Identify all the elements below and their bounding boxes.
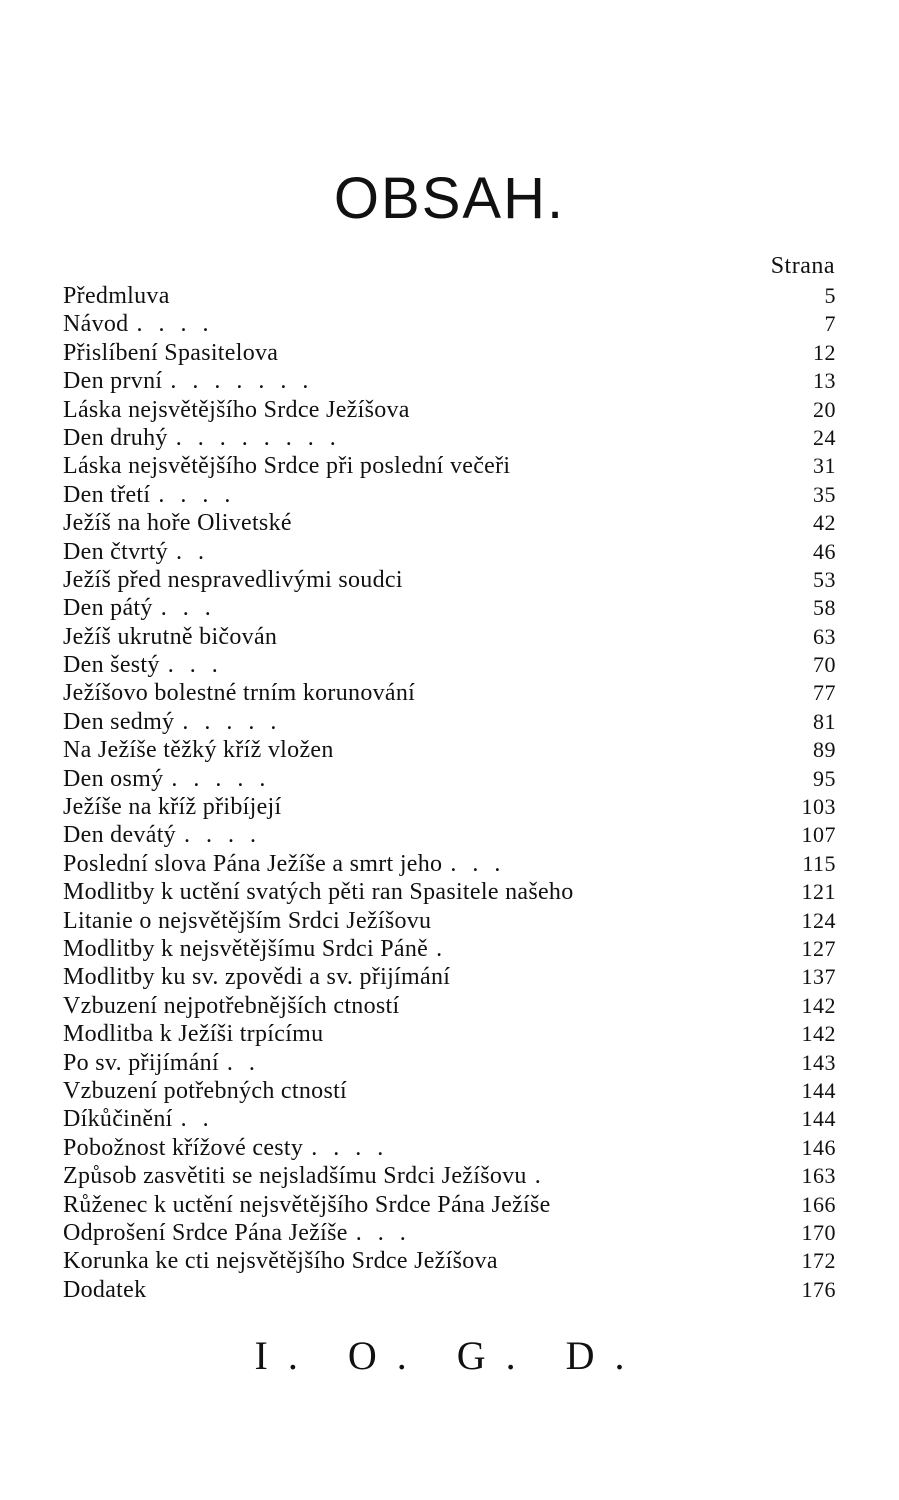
toc-leader-dots: .... (183, 822, 272, 849)
toc-entry-title: Den první (63, 368, 163, 395)
toc-entry (63, 765, 836, 793)
toc-entry-title: Odprošení Srdce Pána Ježíše (63, 1219, 348, 1246)
toc-entry-page: 5 (824, 283, 836, 308)
toc-leader-dots (292, 510, 300, 536)
toc-entry-page: 166 (801, 1191, 836, 1217)
toc-entry-title: Den devátý (63, 822, 176, 849)
toc-entry-page: 31 (813, 453, 836, 479)
toc-entry (63, 963, 836, 991)
toc-entry (63, 424, 836, 452)
toc-leader-dots (551, 1192, 559, 1218)
toc-leader-dots (410, 397, 418, 423)
toc-entry-left (63, 367, 324, 395)
toc-entry-page: 144 (801, 1077, 836, 1103)
toc-entry-left (63, 963, 458, 991)
toc-entry-page: 81 (813, 708, 836, 734)
toc-entry (63, 878, 836, 906)
toc-entry-left (63, 452, 518, 480)
toc-entry-left (63, 1276, 154, 1304)
toc-leader-dots: . (436, 935, 459, 962)
toc-entry-left (63, 679, 423, 707)
toc-entry (63, 623, 836, 651)
toc-entry-title: Vzbuzení nejpotřebnějších ctností (63, 992, 400, 1019)
toc-entry-left (63, 878, 582, 906)
toc-entry-title: Láska nejsvětějšího Srdce Ježíšova (63, 396, 410, 423)
toc-entry-page: 20 (813, 396, 836, 422)
toc-leader-dots (347, 1078, 355, 1104)
toc-entry (63, 566, 836, 594)
toc-leader-dots (450, 964, 458, 990)
toc-entry-title: Ježíš ukrutně bičován (63, 623, 278, 650)
toc-entry (63, 339, 836, 367)
toc-leader-dots: .... (136, 311, 225, 338)
toc-entry-page: 53 (813, 566, 836, 592)
toc-entry (63, 736, 836, 764)
toc-entry-title: Modlitby ku sv. zpovědi a sv. přijímání (63, 964, 451, 991)
toc-leader-dots: . (534, 1163, 557, 1190)
toc-entry-page: 46 (813, 538, 836, 564)
toc-entry (63, 651, 836, 679)
toc-entry (63, 821, 836, 849)
toc-leader-dots (281, 794, 289, 820)
toc-entry-title: Den druhý (63, 424, 168, 451)
toc-leader-dots (334, 737, 342, 763)
toc-entry-page: 142 (801, 1021, 836, 1047)
toc-entry-page: 7 (824, 311, 836, 337)
toc-leader-dots: ... (160, 595, 227, 622)
toc-entry (63, 282, 836, 310)
toc-entry-left (63, 566, 411, 594)
toc-leader-dots: ..... (182, 708, 293, 735)
toc-entry (63, 452, 836, 480)
toc-entry-page: 13 (813, 368, 836, 394)
toc-entry-page: 115 (802, 850, 836, 876)
toc-leader-dots (399, 993, 407, 1019)
toc-entry (63, 594, 836, 622)
toc-entry-title: Den čtvrtý (63, 538, 168, 565)
toc-entry-title: Díkůčinění (63, 1106, 173, 1133)
toc-entry-page: 146 (801, 1134, 836, 1160)
toc-leader-dots: .. (175, 538, 220, 565)
toc-entry-left (63, 1247, 506, 1275)
toc-leader-dots: .. (180, 1106, 225, 1133)
toc-leader-dots (498, 1248, 506, 1274)
toc-entry-title: Růženec k uctění nejsvětějšího Srdce Pána Ježíše (63, 1191, 551, 1218)
toc-entry-title: Den osmý (63, 765, 164, 792)
toc-entry (63, 367, 836, 395)
toc-entry-left (63, 509, 300, 537)
toc-entry (63, 935, 836, 963)
toc-entry-left (63, 594, 227, 622)
toc-leader-dots (170, 283, 178, 309)
toc-entry-page: 103 (801, 794, 836, 820)
toc-entry-title: Korunka ke cti nejsvětějšího Srdce Ježíšova (63, 1248, 498, 1275)
toc-entry (63, 310, 836, 338)
toc-entry-title: Den pátý (63, 595, 153, 622)
toc-entry-title: Vzbuzení potřebných ctností (63, 1077, 348, 1104)
toc-leader-dots: ....... (170, 368, 325, 395)
toc-leader-dots (574, 879, 582, 905)
toc-entry-page: 121 (801, 879, 836, 905)
toc-entry-page: 24 (813, 424, 836, 450)
toc-entry-title: Návod (63, 311, 129, 338)
toc-entry-page: 176 (801, 1276, 836, 1302)
toc-entry-left (63, 1049, 271, 1077)
toc-entry-left (63, 1191, 559, 1219)
toc-leader-dots: ... (355, 1219, 422, 1246)
toc-entry (63, 907, 836, 935)
toc-entry (63, 1049, 836, 1077)
toc-entry-page: 107 (801, 822, 836, 848)
toc-entry-left (63, 424, 352, 452)
toc-entry-left (63, 708, 292, 736)
toc-entry (63, 1134, 836, 1162)
toc-leader-dots (510, 453, 518, 479)
toc-entry-title: Ježíš před nespravedlivými soudci (63, 566, 403, 593)
toc-entry-page: 143 (801, 1049, 836, 1075)
toc-leader-dots: ... (450, 850, 517, 877)
toc-entry (63, 992, 836, 1020)
toc-entry-title: Modlitba k Ježíši trpícímu (63, 1021, 324, 1048)
toc-entry-page: 172 (801, 1248, 836, 1274)
toc-entry-page: 127 (801, 935, 836, 961)
toc-leader-dots (277, 624, 285, 650)
toc-entry (63, 1191, 836, 1219)
toc-entry-left (63, 1020, 331, 1048)
toc-leader-dots: ..... (171, 765, 282, 792)
toc-entry-title: Modlitby k uctění svatých pěti ran Spasitele našeho (63, 879, 574, 906)
toc-entry (63, 1247, 836, 1275)
toc-entry-title: Ježíše na kříž přibíjejí (63, 794, 282, 821)
toc-entry-title: Modlitby k nejsvětějšímu Srdci Páně (63, 935, 429, 962)
toc-entry-page: 89 (813, 737, 836, 763)
toc-entry-title: Způsob zasvětiti se nejsladšímu Srdci Ježíšovu (63, 1163, 527, 1190)
toc-entry-title: Litanie o nejsvětějším Srdci Ježíšovu (63, 907, 432, 934)
toc-entry-title: Ježíšovo bolestné trním korunování (63, 680, 416, 707)
toc-entry (63, 708, 836, 736)
toc-entry-page: 35 (813, 481, 836, 507)
toc-entry-page: 95 (813, 765, 836, 791)
toc-entry-title: Den třetí (63, 481, 151, 508)
toc-entry-left (63, 992, 407, 1020)
toc-entry (63, 481, 836, 509)
toc-leader-dots: ........ (175, 424, 352, 451)
toc-entry-title: Poslední slova Pána Ježíše a smrt jeho (63, 850, 443, 877)
page-column-label: Strana (770, 253, 835, 279)
toc-entry-left (63, 1105, 225, 1133)
toc-entry-title: Na Ježíše těžký kříž vložen (63, 737, 334, 764)
toc-entry-left (63, 935, 458, 963)
toc-entry-title: Láska nejsvětějšího Srdce při poslední večeři (63, 453, 511, 480)
toc-leader-dots (403, 567, 411, 593)
toc-entry (63, 396, 836, 424)
toc-entry (63, 793, 836, 821)
toc-entry-left (63, 538, 220, 566)
toc-entry-page: 77 (813, 680, 836, 706)
toc-entry-left (63, 1162, 557, 1190)
page-title: OBSAH. (333, 166, 566, 231)
toc-entry-left (63, 907, 439, 935)
toc-entry-page: 137 (801, 964, 836, 990)
toc-entry-page: 70 (813, 652, 836, 678)
toc-leader-dots (431, 908, 439, 934)
toc-leader-dots (323, 1021, 331, 1047)
toc-leader-dots (146, 1277, 154, 1303)
toc-entry (63, 1020, 836, 1048)
toc-entry-page: 144 (801, 1106, 836, 1132)
toc-entry-page: 170 (801, 1219, 836, 1245)
table-of-contents (63, 282, 836, 1304)
toc-leader-dots: .... (311, 1134, 400, 1161)
toc-entry (63, 1219, 836, 1247)
toc-leader-dots: .. (226, 1049, 271, 1076)
toc-entry-page: 63 (813, 623, 836, 649)
toc-entry (63, 1276, 836, 1304)
toc-entry-left (63, 736, 342, 764)
toc-entry-page: 163 (801, 1163, 836, 1189)
footer-initials: I. O. G. D. (254, 1333, 645, 1378)
toc-entry-left (63, 1219, 422, 1247)
toc-entry (63, 538, 836, 566)
toc-entry-left (63, 282, 178, 310)
toc-entry (63, 1162, 836, 1190)
toc-entry-title: Dodatek (63, 1276, 147, 1303)
toc-entry-page: 12 (813, 339, 836, 365)
toc-entry-page: 58 (813, 595, 836, 621)
toc-entry-title: Po sv. přijímání (63, 1049, 219, 1076)
toc-entry-left (63, 339, 286, 367)
toc-leader-dots (415, 680, 423, 706)
toc-entry (63, 1077, 836, 1105)
toc-entry (63, 509, 836, 537)
toc-entry-left (63, 651, 234, 679)
toc-leader-dots: .... (158, 481, 247, 508)
toc-entry-page: 42 (813, 510, 836, 536)
toc-entry-left (63, 623, 285, 651)
toc-leader-dots (278, 340, 286, 366)
toc-entry-page: 124 (801, 907, 836, 933)
toc-entry-left (63, 850, 516, 878)
toc-entry-title: Přislíbení Spasitelova (63, 339, 279, 366)
toc-entry (63, 850, 836, 878)
toc-entry-left (63, 1077, 355, 1105)
toc-entry-left (63, 821, 272, 849)
toc-entry (63, 679, 836, 707)
toc-entry (63, 1105, 836, 1133)
toc-entry-title: Ježíš na hoře Olivetské (63, 510, 292, 537)
toc-entry-title: Předmluva (63, 283, 170, 309)
toc-entry-left (63, 310, 224, 338)
toc-entry-title: Den sedmý (63, 708, 175, 735)
toc-entry-left (63, 1134, 399, 1162)
toc-leader-dots: ... (167, 652, 234, 679)
toc-entry-title: Den šestý (63, 652, 160, 679)
toc-entry-left (63, 481, 246, 509)
toc-entry-page: 142 (801, 992, 836, 1018)
toc-entry-left (63, 396, 418, 424)
toc-entry-title: Pobožnost křížové cesty (63, 1134, 304, 1161)
toc-entry-left (63, 793, 289, 821)
toc-entry-left (63, 765, 281, 793)
